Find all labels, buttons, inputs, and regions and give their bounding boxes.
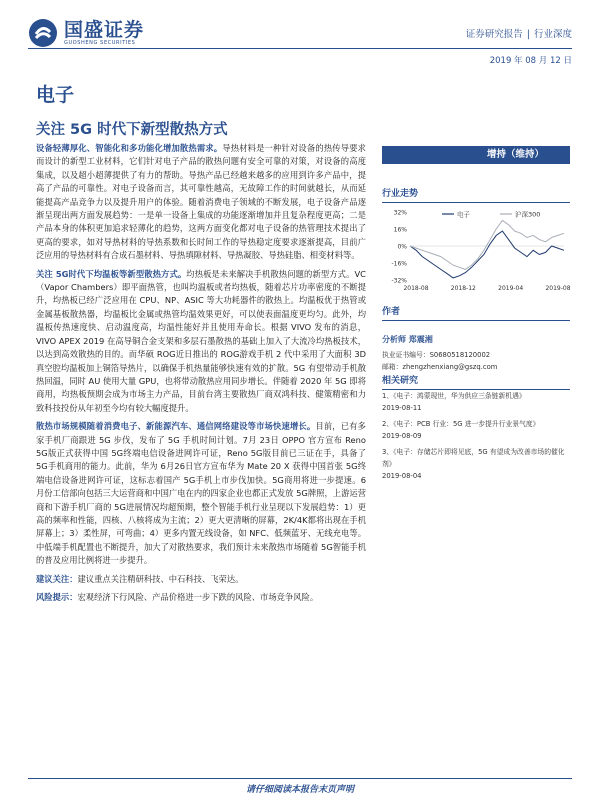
x-tick-label: 2019-08 xyxy=(545,285,570,292)
header-divider xyxy=(28,48,572,49)
analyst-email[interactable]: zhengzhenxiang@gszq.com xyxy=(402,363,498,371)
logo-chinese-name: 国盛证券 xyxy=(64,19,145,41)
footer-divider xyxy=(28,778,572,779)
body-paragraph xyxy=(36,573,366,586)
report-body xyxy=(36,142,366,609)
related-title: 2、《电子：PCB 行业：5G 进一步提升行业景气度》 xyxy=(382,420,540,428)
analyst-email-row xyxy=(382,361,497,371)
footer-disclaimer: 请仔细阅读本报告末页声明 xyxy=(245,785,354,795)
report-type: 证券研究报告 xyxy=(465,29,523,40)
related-item[interactable] xyxy=(382,390,570,414)
legend-label: 沪深300 xyxy=(515,210,541,219)
x-tick-label: 2018-08 xyxy=(403,285,429,292)
report-title: 关注 5G 时代下新型散热方式 xyxy=(36,122,228,138)
paragraph-text: 均热板是未来解决手机散热问题的新型方式。VC（Vapor Chambers）即平面热管，也叫均温板或者均热板，随着芯片功率密度的不断提升，均热板已经广泛应用在 CPU、NP、ASIC 等大功耗器件的散热上。均温板优于热管或金属基板散热器，均温板比金属或热管均温效果更好，可以使表面温度更均匀。此外，均温板传热速度快、启动温度高，均温性能好并且使用寿命长。根据 VIVO 发布的消息，VIVO APEX 2019 在高导铜合金支架和多层石墨散热的基础上加入了大流冷均热板技术，以达到高效散热的目的。而华硕 ROG近日推出的 ROG游戏手机 2 代中采用了大面积 3D 真空腔均温板加上铜箔导热片，以确保手机热量能够快速有效的扩散。5G 有望带动手机散热回温，同时 AU 使用大量 GPU，也将带动散热应用同步增长。伴随着 2020 年 5G 即将商用，均热板预期会成为市场主力产品，目前台湾主要散热厂商双鸿科技、健策精密和力致科技投份从年初至今均有较大幅度提升。 xyxy=(36,268,366,413)
header-separator: | xyxy=(526,29,530,40)
y-tick-label: 16% xyxy=(393,226,407,234)
body-paragraph xyxy=(36,591,366,604)
related-date: 2019-08-04 xyxy=(382,472,422,480)
related-date: 2019-08-09 xyxy=(382,432,422,440)
paragraph-lead: 关注 5G时代下均温板等新型散热方式。 xyxy=(36,268,187,279)
y-tick-label: -16% xyxy=(391,260,407,268)
related-title: 1、《电子：鸿蒙现世，华为供应三条链新机遇》 xyxy=(382,392,526,400)
paragraph-text: 导热材料是一种针对设备的热传导要求而设计的新型工业材料，它们针对电子产品的散热问题有安全可靠的对策，对设备的高度集成，以及超小超薄提供了有力的帮助。导热产品已经越来越多的应用到许多产品中，提高了产品的可靠性。对电子设备而言，其可靠性越高，无故障工作的时间就越长，从而延能提高产品竞争力以及提升用户的体验。随着消费电子领域的不断发展，电子设备产品逐渐呈现出两方面发展趋势：一是单一设备上集成的功能逐渐增加并且复杂程度更高；二是产品本身的体积更加追求轻薄化的趋势，这两方面变化都对电子设备的热管理技术提出了更高的要求，如对导热材料的导热系数和长时间工作的导热稳定度要求逐渐提高，目前广泛应用的导热材料有合成石墨材料、导热填隙材料、导热凝胶、导热硅脂、相变材料等。 xyxy=(36,143,366,261)
report-type-label xyxy=(466,26,572,40)
trend-chart-svg xyxy=(382,204,570,300)
related-heading: 相关研究 xyxy=(382,373,570,390)
x-tick-label: 2019-04 xyxy=(498,285,524,292)
paragraph-text: 宏观经济下行风险、产品价格进一步下跌的风险、市场竞争风险。 xyxy=(77,592,319,602)
series-line-csi300 xyxy=(410,221,564,270)
body-paragraph xyxy=(36,142,366,263)
body-paragraph xyxy=(36,420,366,567)
paragraph-text: 建议重点关注精研科技、中石科技、飞荣达。 xyxy=(77,573,244,584)
company-logo xyxy=(28,18,144,48)
related-date: 2019-08-11 xyxy=(382,404,422,412)
related-item[interactable] xyxy=(382,418,570,442)
paragraph-lead: 建议关注： xyxy=(36,573,78,584)
paragraph-lead: 设备轻薄厚化、智能化和多功能化增加散热需求。 xyxy=(36,143,223,153)
report-category: 行业深度 xyxy=(533,29,572,40)
y-tick-label: 32% xyxy=(393,209,407,217)
analyst-name: 分析师 郑震湘 xyxy=(382,335,433,344)
industry-trend-chart xyxy=(382,204,570,300)
email-label: 邮箱： xyxy=(382,363,403,371)
company-logo-icon xyxy=(28,18,58,48)
paragraph-text: 目前，已有多家手机厂商跟进 5G 步伐，发布了 5G 手机时间计划。7月 23日 OPPO 官方宣布 Reno 5G版正式获得中国 5G终端电信设备进网许可证，Reno 5G版目前已三证在手，具备了 5G手机商用的能力。此前，华为 6月26日官方宣布华为 Mate 20 X 获得中国首张 5G终端电信设备进网许可证，这标志着国产 5G手机上市步伐加快。5G商用将进一步提速。6月份工信部向包括三大运营商和中国广电在内的四家企业也都正式发放 5G牌照，上游运营商和下游手机厂商的 5G进展情况均超预期，整个智能手机行业呈现以下发展趋势：1）更高的频率和性能，四核、八核将成为主流；2）更大更清晰的屏幕，2K/4K都将出现在手机屏幕上；3）柔性屏，可弯曲；4）更多内置无线设备，如 NFC、低频蓝牙、无线充电等。中低端手机配置也不断提升，加大了对散热要求，我们预计未来散热市场随着 5G智能手机的普及应用比例将进一步提升。 xyxy=(36,421,366,566)
rating-badge: 增持（维持） xyxy=(382,146,570,164)
author-heading: 作者 xyxy=(382,304,570,321)
paragraph-lead: 散热市场规模随着消费电子、新能源汽车、通信网络建设等市场快速增长。 xyxy=(36,421,316,432)
trend-heading: 行业走势 xyxy=(382,186,570,203)
report-date: 2019 年 08 月 12 日 xyxy=(489,56,572,66)
y-tick-label: -32% xyxy=(391,277,407,285)
logo-english-name: GUOSHENG SECURITIES xyxy=(64,40,136,46)
industry-section-title: 电子 xyxy=(36,84,75,106)
related-title: 3、《电子：存储芯片即将见底，5G 有望成为改善市场的催化剂》 xyxy=(382,448,565,468)
related-item[interactable] xyxy=(382,446,570,482)
related-research-list xyxy=(382,390,570,486)
legend-label: 电子 xyxy=(457,210,470,219)
body-paragraph xyxy=(36,268,366,415)
paragraph-lead: 风险提示： xyxy=(36,592,78,602)
y-tick-label: 0% xyxy=(397,243,407,251)
analyst-certificate: 执业证书编号：S0680518120002 xyxy=(382,351,491,359)
x-tick-label: 2018-12 xyxy=(450,285,476,292)
